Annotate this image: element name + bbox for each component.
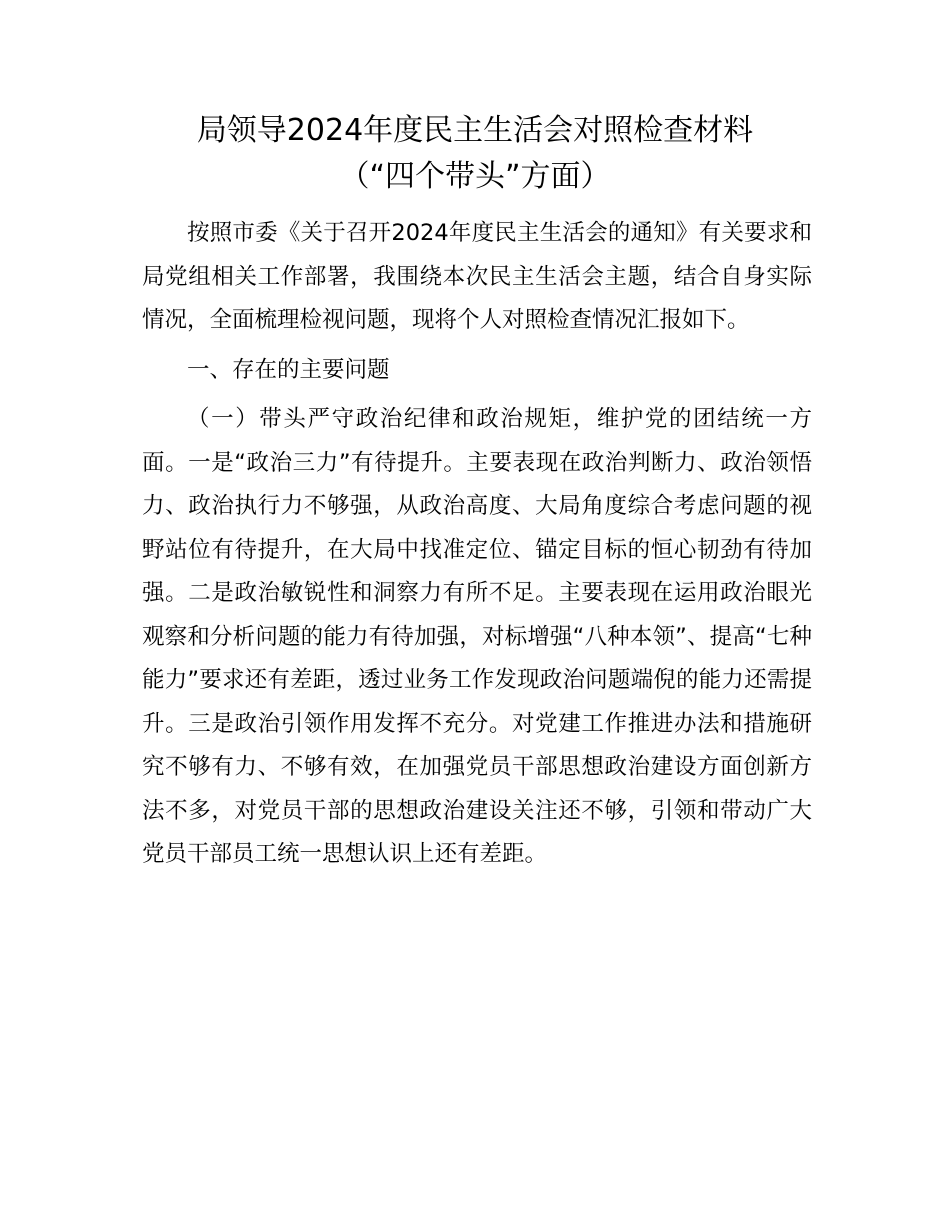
section-heading-problems: 一、存在的主要问题 (187, 356, 390, 383)
intro-paragraph: 按照市委《关于召开2024年度民主生活会的通知》有关要求和局党组相关工作部署，我围绕本次民主生活会主题，结合自身实际情况，全面梳理检视问题，现将个人对照检查情况汇报如下。 (142, 220, 812, 333)
title-line-1: 局领导2024年度民主生活会对照检查材料 (196, 113, 754, 148)
title-line-2: （“四个带头”方面） (339, 159, 611, 194)
document-title (0, 108, 950, 200)
document-body (142, 212, 812, 877)
section-paragraph-political-discipline: （一）带头严守政治纪律和政治规矩，维护党的团结统一方面。一是“政治三力”有待提升。主要表现在政治判断力、政治领悟力、政治执行力不够强，从政治高度、大局角度综合考虑问题的视野站位有待提升，在大局中找准定位、锚定目标的恒心韧劲有待加强。二是政治敏锐性和洞察力有所不足。主要表现在运用政治眼光观察和分析问题的能力有待加强，对标增强“八种本领”、提高“七种能力”要求还有差距，透过业务工作发现政治问题端倪的能力还需提升。三是政治引领作用发挥不充分。对党建工作推进办法和措施研究不够有力、不够有效，在加强党员干部思想政治建设方面创新方法不多，对党员干部的思想政治建设关注还不够，引领和带动广大党员干部员工统一思想认识上还有差距。 (142, 406, 812, 867)
